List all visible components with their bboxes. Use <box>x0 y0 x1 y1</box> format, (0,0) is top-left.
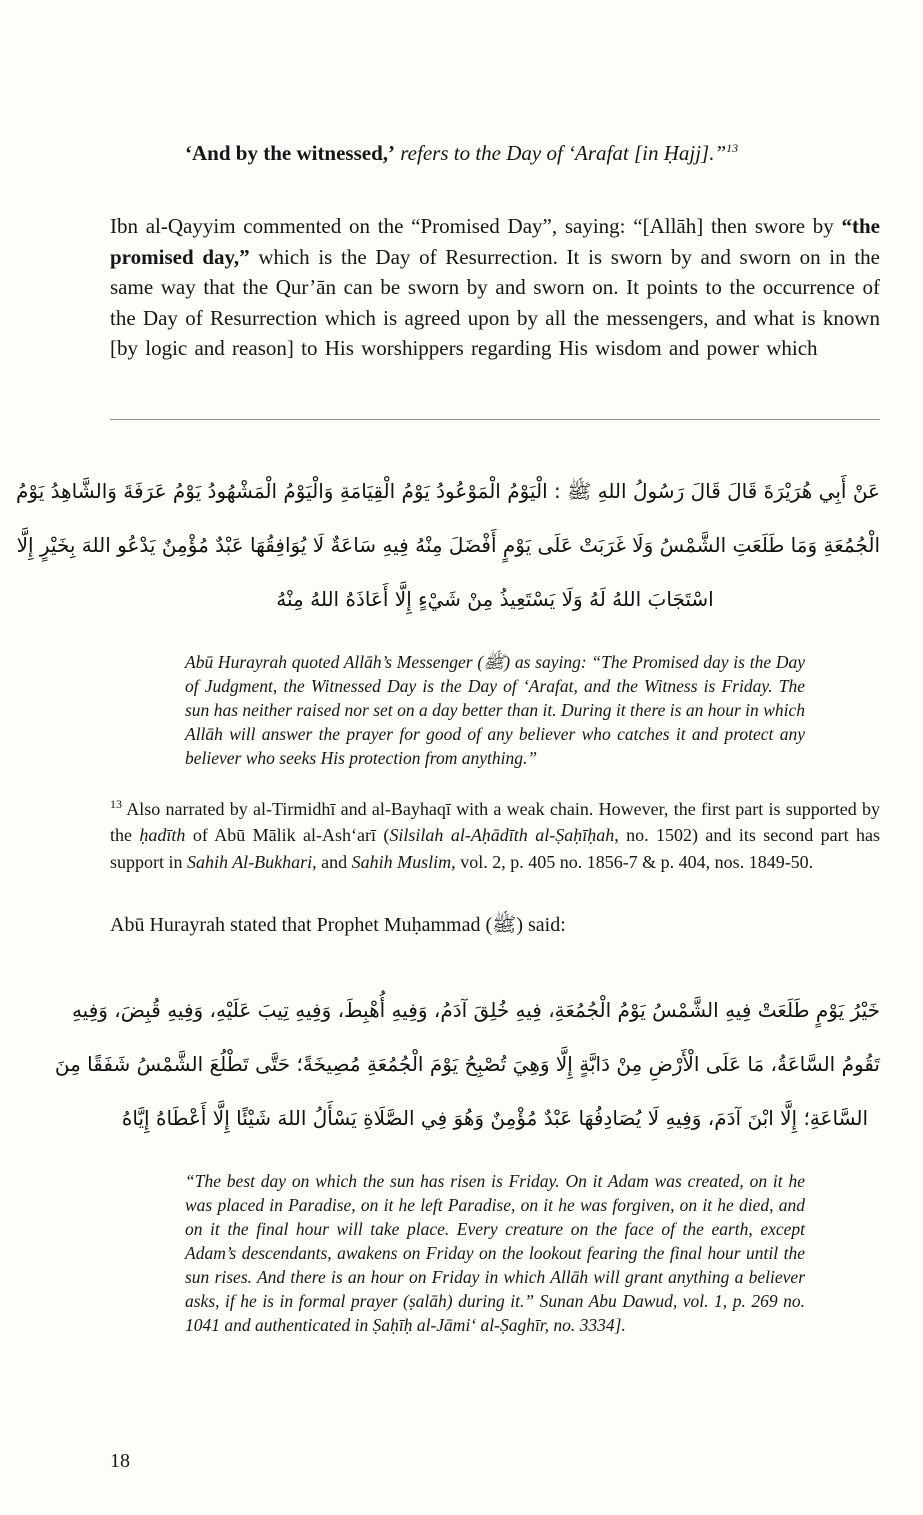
arabic-hadith-1 <box>16 464 880 626</box>
arabic-hadith-1-line-2: الْجُمُعَةِ وَمَا طَلَعَتِ الشَّمْسُ وَلَا غَرَبَتْ عَلَى يَوْمٍ أَفْضَلَ مِنْهُ فِيهِ سَاعَةٌ لَا يُوَافِقُهَا عَبْدٌ مُؤْمِنٌ يَدْعُو اللهَ بِخَيْرٍ إِلَّا <box>16 532 880 557</box>
opening-quote-bold: ‘And by the witnessed,’ <box>185 141 396 165</box>
abu-hurayrah-intro: Abū Hurayrah stated that Prophet Muḥammad (ﷺ) said: <box>110 914 566 936</box>
footnote-reference-13: 13 <box>726 141 739 155</box>
main-paragraph-seg3: which is the Day of Resurrection. It is sworn by and sworn on in the same way that the Qur’ān can be sworn by and sworn on. It points to the occurrence of the Day of Resurrection which is agreed upon by all the messengers, and what is known [by logic and reason] to His worshippers regarding His wisdom and power which <box>110 244 880 360</box>
arabic-hadith-2-line-2: تَقُومُ السَّاعَةُ، مَا عَلَى الْأَرْضِ مِنْ دَابَّةٍ إِلَّا وَهِيَ تُصْبِحُ يَوْمَ الْجُمُعَةِ مُصِيخَةً؛ حَتَّى تَطْلُعَ الشَّمْسُ شَفَقًا مِنَ <box>54 1052 880 1076</box>
footnote-13-seg5: , no. 1502) and its second part has support in <box>110 825 881 872</box>
footnote-13-number: 13 <box>110 796 122 811</box>
opening-quote-italic: refers to the Day of ‘Arafat [in Ḥajj].” <box>395 141 727 165</box>
footnote-13-bukhari-title: Sahih Al-Bukhari, <box>187 851 317 872</box>
arabic-hadith-1-line-1: عَنْ أَبِي هُرَيْرَةَ قَالَ قَالَ رَسُولُ اللهِ ﷺ : الْيَوْمُ الْمَوْعُودُ يَوْمُ الْقِيَامَةِ وَالْيَوْمُ الْمَشْهُودُ يَوْمُ عَرَفَةَ وَالشَّاهِدُ يَوْمُ <box>16 478 880 503</box>
main-paragraph <box>110 211 880 364</box>
opening-quote <box>185 138 810 169</box>
footnote-13-hadith-term: ḥadīth <box>139 825 186 845</box>
arabic-hadith-2-line-1: خَيْرُ يَوْمٍ طَلَعَتْ فِيهِ الشَّمْسُ يَوْمُ الْجُمُعَةِ، فِيهِ خُلِقَ آدَمُ، وَفِيهِ أُهْبِطَ، وَفِيهِ تِيبَ عَلَيْهِ، وَفِيهِ قُبِضَ، وَفِيهِ <box>71 998 880 1022</box>
arabic-hadith-1-line-3: اسْتَجَابَ اللهُ لَهُ وَلَا يَسْتَعِيذُ مِنْ شَيْءٍ إِلَّا أَعَاذَهُ اللهُ مِنْهُ <box>276 586 714 611</box>
hadith-1-translation: Abū Hurayrah quoted Allāh’s Messenger (ﷺ) as saying: “The Promised day is the Day of Judgment, the Witnessed Day is the Day of ‘Arafat, and the Witness is Friday. The sun has neither raised nor set on a day better than it. During it there is an hour in which Allāh will answer the prayer for good of any believer who catches it and protect any believer who seeks His protection from anything.” <box>185 651 805 768</box>
footnote-13 <box>110 796 880 876</box>
main-paragraph-seg1: Ibn al-Qayyim commented on the “Promised Day”, saying: “[Allāh] then swore by <box>110 214 842 238</box>
arabic-hadith-2-line-3: السَّاعَةِ؛ إِلَّا ابْنَ آدَمَ، وَفِيهِ لَا يُصَادِفُهَا عَبْدٌ مُؤْمِنٌ وَهُوَ فِي الصَّلَاةِ يَسْأَلُ اللهَ شَيْئًا إِلَّا أَعْطَاهُ إِيَّاهُ <box>121 1106 869 1130</box>
footnote-13-seg3: of Abū Mālik al-Ash‘arī ( <box>185 825 390 845</box>
footnote-13-muslim-title: Sahih Muslim, <box>351 851 456 872</box>
footnote-13-seg7: and <box>316 851 352 872</box>
footnote-13-seg1: Also narrated by al-Tirmidhī and al-Bayhaqī with a weak chain. However, the first part is supported by the <box>110 798 880 845</box>
arabic-hadith-2 <box>54 983 880 1145</box>
main-paragraph-bold: “the promised day,” <box>110 214 880 269</box>
footnote-13-silsilah-title: Silsilah al-Aḥādīth al-Ṣaḥīḥah <box>389 825 615 845</box>
footnote-13-seg9: vol. 2, p. 405 no. 1856-7 & p. 404, nos. 1849-50. <box>455 851 814 872</box>
page-number: 18 <box>110 1450 130 1472</box>
hadith-2-translation: “The best day on which the sun has risen is Friday. On it Adam was created, on it he was placed in Paradise, on it he left Paradise, on it he was forgiven, on it he died, and on it the final hour will take place. Every creature on the face of the earth, except Adam’s descendants, awakens on Friday on the lookout fearing the final hour until the sun rises. And there is an hour on Friday in which Allāh will grant anything a believer asks, if he is in formal prayer (ṣalāh) during it.” Sunan Abu Dawud, vol. 1, p. 269 no. 1041 and authenticated in Ṣaḥīḥ al-Jāmi‘ al-Ṣaghīr, no. 3334]. <box>185 1171 805 1335</box>
footnote-divider <box>110 419 880 420</box>
